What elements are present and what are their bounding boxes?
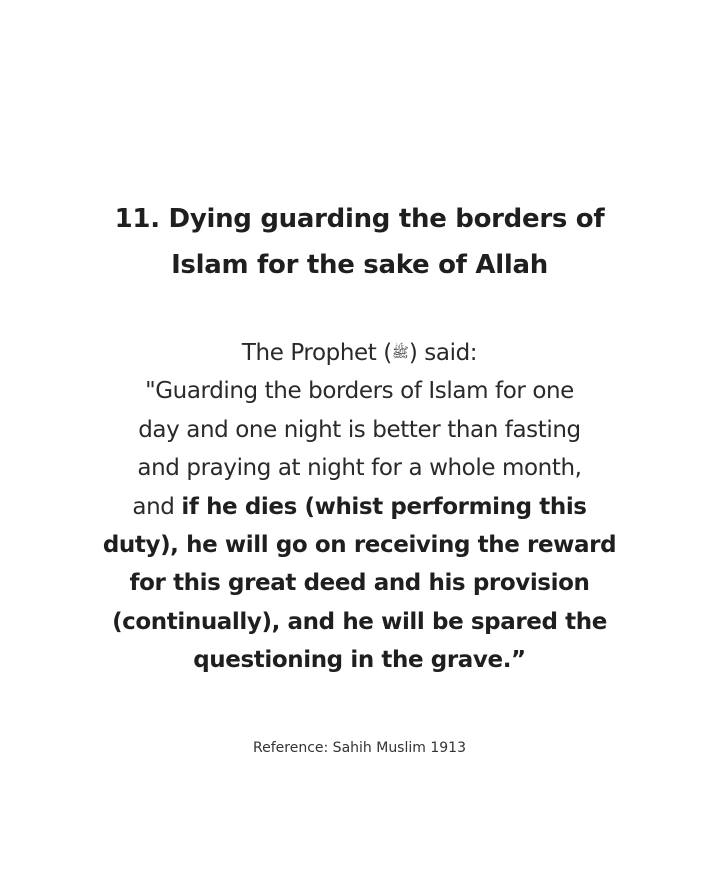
salawat-glyph: ﷺ [391,345,409,361]
hadith-text [40,334,679,680]
page-title [40,196,679,288]
hadith-line-4 [40,488,679,526]
hadith-line-2: day and one night is better than fasting [138,416,581,443]
title-line-1: 11. Dying guarding the borders of [114,204,605,234]
title-line-2: Islam for the sake of Allah [171,250,548,280]
hadith-intro [40,334,679,372]
reference-citation: Reference: Sahih Muslim 1913 [253,740,466,756]
intro-after: ) said: [408,340,478,366]
hadith-line-4-regular: and [132,493,182,520]
hadith-line-6: for this great deed and his provision [129,570,590,597]
hadith-line-7: (continually), and he will be spared the [112,608,607,635]
intro-before: The Prophet ( [241,340,392,366]
hadith-line-3: and praying at night for a whole month, [137,455,582,482]
hadith-line-4-bold: if he dies (whist performing this [181,493,587,520]
hadith-line-8: questioning in the grave.” [193,647,526,674]
hadith-line-1: "Guarding the borders of Islam for one [145,378,574,405]
hadith-line-5: duty), he will go on receiving the reward [102,532,617,559]
